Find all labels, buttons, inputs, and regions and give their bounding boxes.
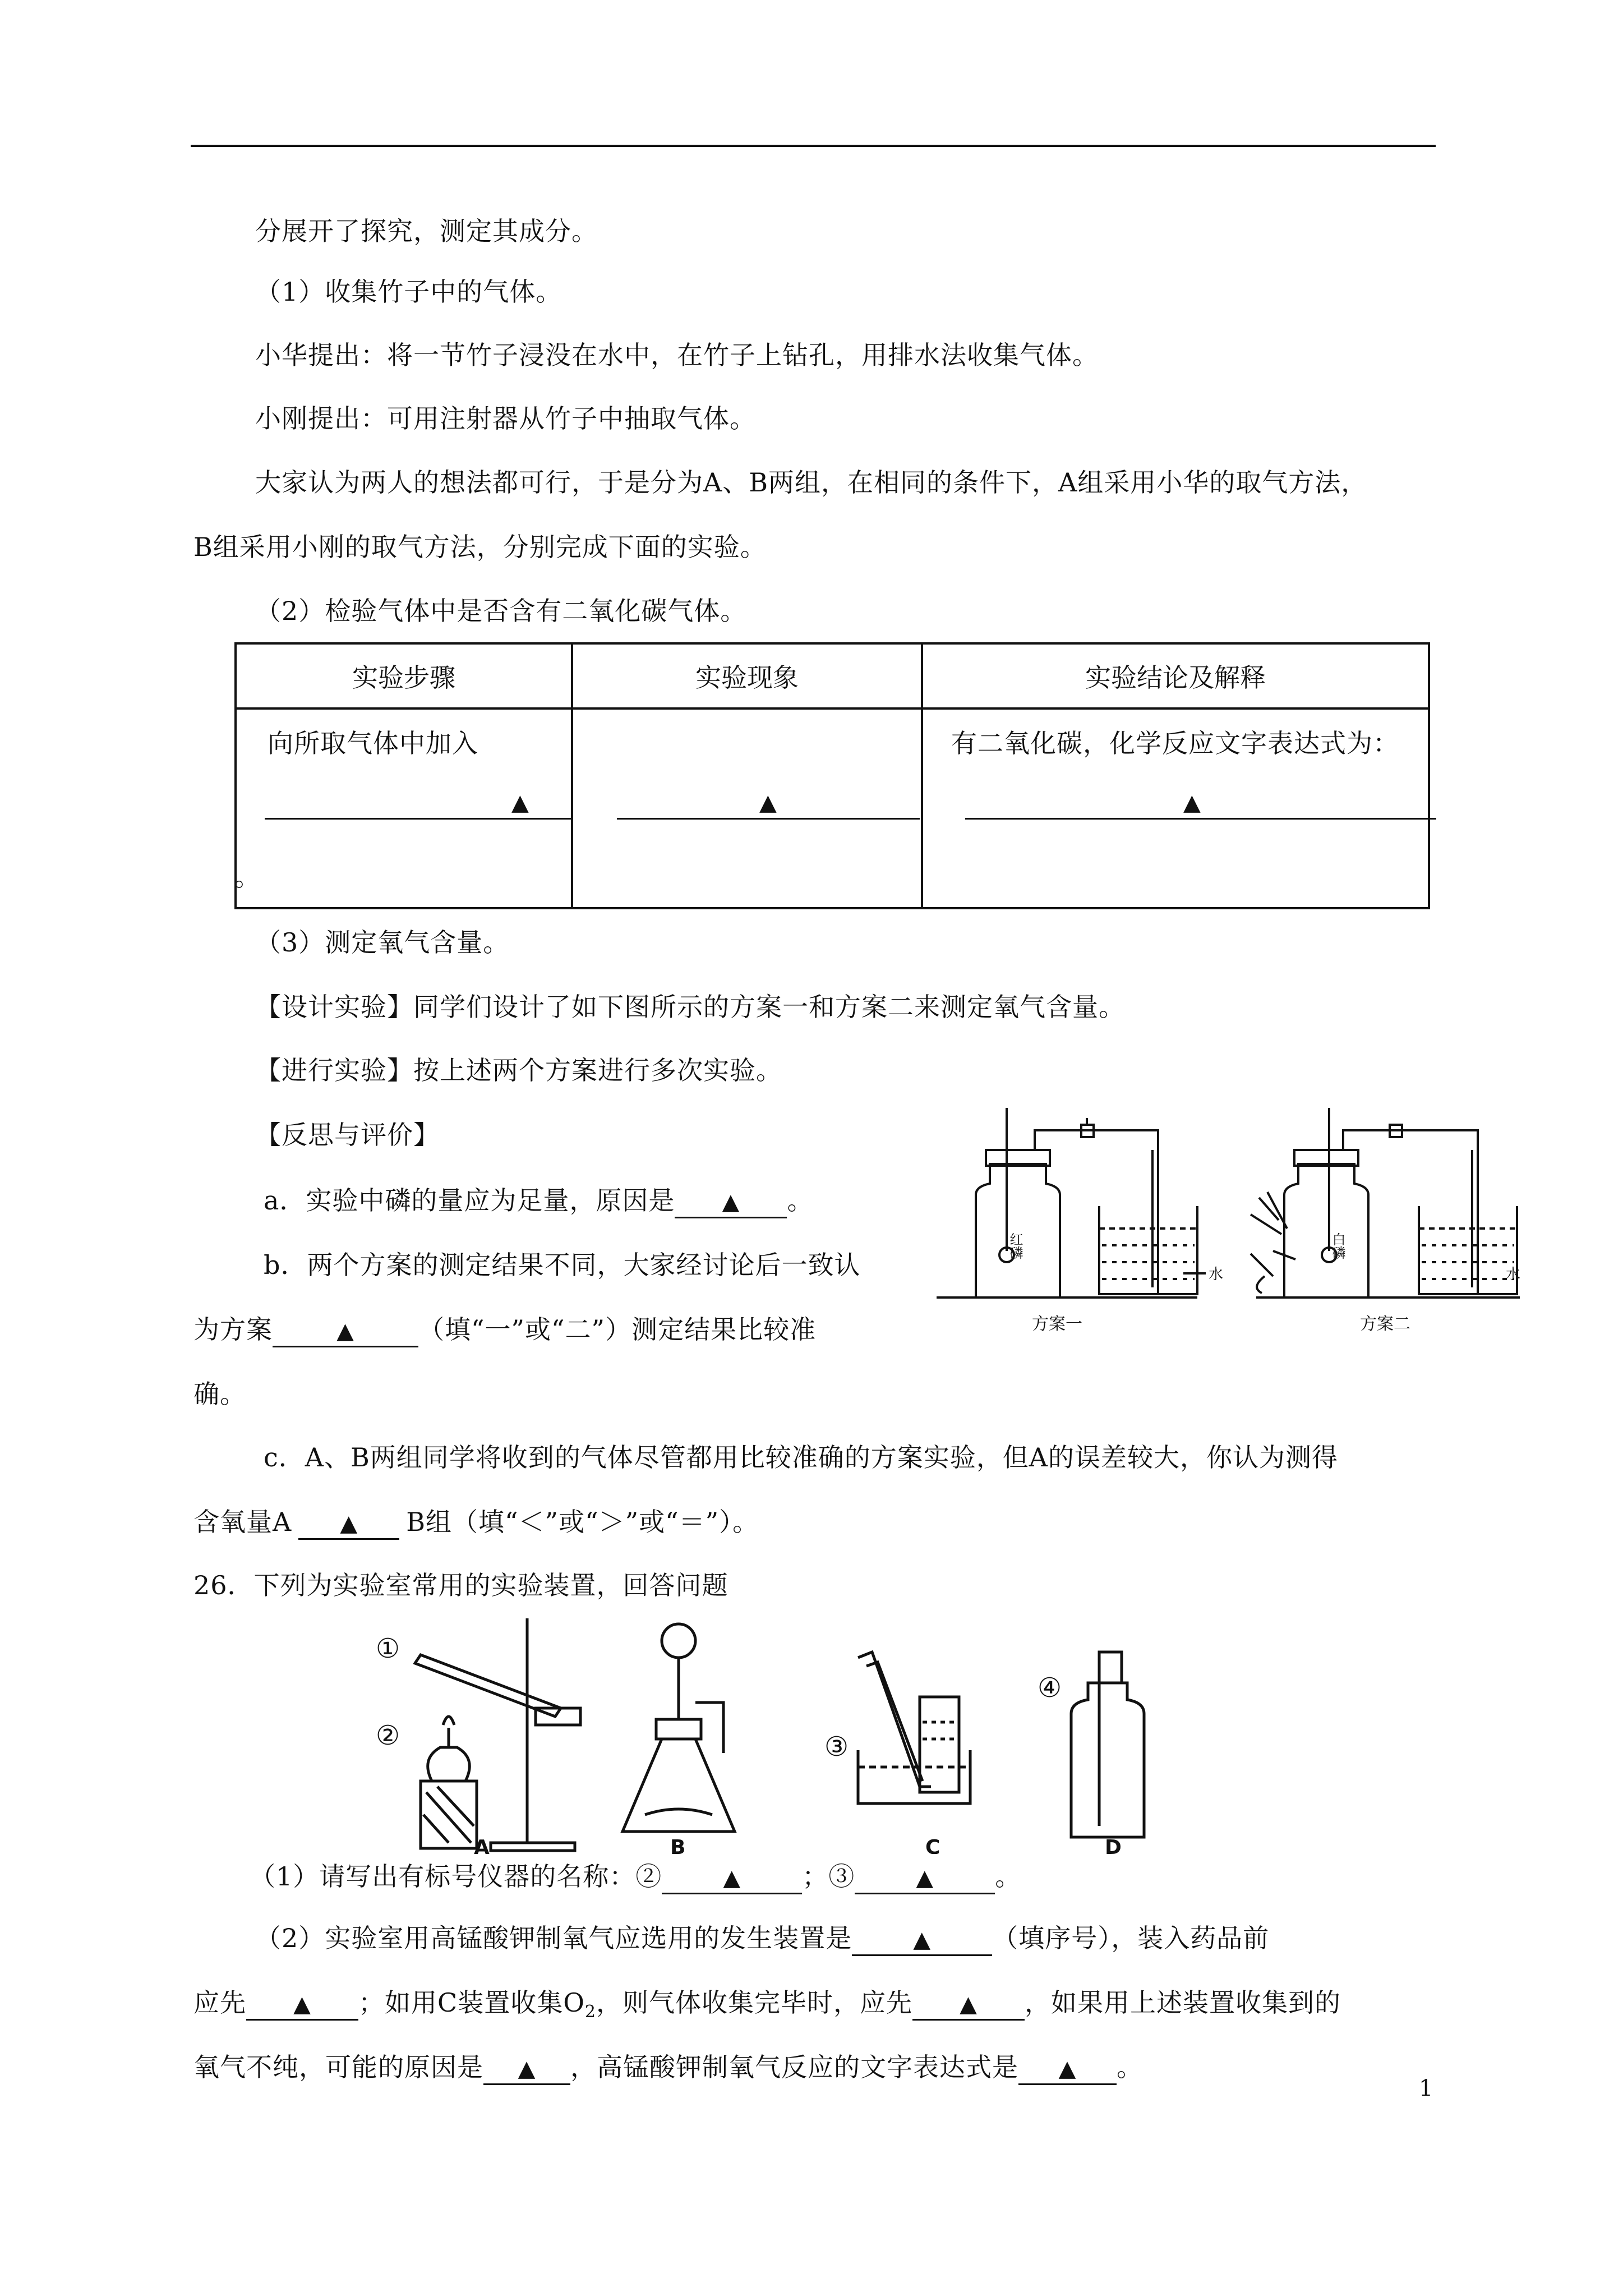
question-26-4-blank-2	[1018, 2053, 1117, 2085]
question-26-3-c: ，则气体收集完毕时，应先	[596, 1987, 913, 2018]
question-b-line-3: 确。	[193, 1379, 246, 1409]
table-cell-conclusion	[922, 708, 1429, 908]
phenomenon-blank-mark: ▲	[759, 790, 777, 816]
step-blank-mark: ▲	[511, 790, 529, 816]
question-26-1-end: 。	[995, 1861, 1022, 1892]
step-text: 向所取气体中加入	[268, 728, 478, 758]
blank-mark: ▲	[960, 1991, 978, 2017]
question-26-1-text: （1）请写出有标号仪器的名称：②	[250, 1861, 662, 1892]
step-end-mark: 。	[234, 862, 261, 892]
text-line-2: （1）收集竹子中的气体。	[255, 277, 562, 307]
question-26-1-blank-3	[855, 1862, 995, 1894]
question-26-2	[255, 1921, 1269, 1956]
question-26-2-text: （2）实验室用高锰酸钾制氧气应选用的发生装置是	[255, 1923, 852, 1953]
table-cell-step	[236, 708, 572, 908]
water-label-one: 水	[1209, 1266, 1224, 1283]
question-b-blank	[273, 1315, 418, 1347]
scheme-one-label: 方案一	[1032, 1314, 1082, 1334]
question-26-title: 26．下列为实验室常用的实验装置，回答问题	[193, 1570, 728, 1600]
text-line-3: 小华提出：将一节竹子浸没在水中，在竹子上钻孔，用排水法收集气体。	[255, 340, 1099, 370]
blank-mark: ▲	[340, 1511, 358, 1536]
text-line-9: 【设计实验】同学们设计了如下图所示的方案一和方案二来测定氧气含量。	[255, 992, 1125, 1022]
text-line-5: 大家认为两人的想法都可行，于是分为A、B两组，在相同的条件下，A组采用小华的取气方法，	[255, 467, 1368, 498]
question-26-4	[193, 2050, 1143, 2085]
conclusion-blank-mark: ▲	[1183, 790, 1201, 816]
header-rule	[191, 145, 1436, 147]
label-2: ②	[376, 1720, 400, 1751]
blank-mark: ▲	[722, 1189, 740, 1215]
question-c-blank	[298, 1507, 399, 1540]
label-1: ①	[376, 1633, 400, 1664]
label-4: ④	[1038, 1672, 1062, 1704]
scheme-one-apparatus	[937, 1108, 1206, 1297]
oxygen-experiment-figure	[937, 1108, 1525, 1343]
question-26-3-a: 应先	[193, 1987, 246, 2018]
apparatus-figure	[365, 1618, 1206, 1854]
question-a-text: a．实验中磷的量应为足量，原因是	[264, 1185, 675, 1216]
blank-mark: ▲	[293, 1991, 311, 2017]
label-d: D	[1105, 1836, 1122, 1854]
blank-mark: ▲	[723, 1865, 741, 1891]
question-26-3	[193, 1986, 1341, 2029]
question-26-4-b: ，高锰酸钾制氧气反应的文字表达式是	[570, 2052, 1018, 2082]
blank-mark: ▲	[1058, 2056, 1077, 2082]
question-26-3-blank-1	[246, 1988, 358, 2021]
question-c-line-2	[193, 1505, 759, 1540]
label-c: C	[925, 1836, 940, 1854]
question-c-line-1: c．A、B两组同学将收到的气体尽管都用比较准确的方案实验，但A的误差较大，你认为测得	[264, 1442, 1339, 1473]
question-26-4-a: 氧气不纯，可能的原因是	[193, 2052, 483, 2082]
table-header-phenomenon: 实验现象	[572, 643, 922, 708]
apparatus-a	[415, 1618, 580, 1851]
question-b-text: 为方案	[193, 1314, 273, 1345]
question-26-3-b: ；如用C装置收集O	[358, 1987, 585, 2018]
question-26-1-sep: ；③	[802, 1861, 855, 1892]
question-a	[264, 1184, 813, 1218]
question-26-1	[250, 1860, 1021, 1894]
step-blank-line	[265, 818, 571, 820]
label-a: A	[474, 1836, 490, 1854]
question-26-4-c: 。	[1117, 2052, 1143, 2082]
blank-mark: ▲	[916, 1865, 934, 1891]
blank-mark: ▲	[336, 1318, 354, 1344]
table-header-conclusion: 实验结论及解释	[922, 643, 1429, 708]
text-line-7: （2）检验气体中是否含有二氧化碳气体。	[255, 596, 747, 626]
question-b-line-1: b．两个方案的测定结果不同，大家经讨论后一致认	[264, 1250, 861, 1280]
text-line-10: 【进行实验】按上述两个方案进行多次实验。	[255, 1055, 782, 1085]
page-number: 1	[1419, 2076, 1433, 2101]
water-label-two: 水	[1506, 1266, 1521, 1283]
phenomenon-blank-line	[617, 818, 920, 820]
question-26-3-sub: 2	[584, 2002, 597, 2022]
apparatus-d	[1071, 1652, 1144, 1837]
question-b-hint: （填“一”或“二”）测定结果比较准	[418, 1314, 817, 1345]
text-line-11: 【反思与评价】	[255, 1120, 440, 1150]
text-line-4: 小刚提出：可用注射器从竹子中抽取气体。	[255, 403, 756, 434]
apparatus-c	[858, 1652, 970, 1803]
experiment-table	[234, 642, 1430, 909]
question-c-hint: B组（填“＜”或“＞”或“＝”）。	[406, 1507, 759, 1537]
question-26-1-blank-2	[662, 1862, 802, 1894]
text-line-8: （3）测定氧气含量。	[255, 927, 510, 958]
scheme-two-apparatus	[1251, 1108, 1520, 1297]
label-3: ③	[824, 1731, 849, 1763]
blank-mark: ▲	[518, 2056, 536, 2082]
question-a-end: 。	[787, 1185, 814, 1216]
red-phosphorus-label: 红磷	[1007, 1232, 1023, 1259]
blank-mark: ▲	[913, 1927, 932, 1953]
question-26-3-d: ，如果用上述装置收集到的	[1025, 1987, 1341, 2018]
conclusion-blank-line	[965, 818, 1436, 820]
question-b-line-2	[193, 1313, 816, 1347]
table-cell-phenomenon	[572, 708, 922, 908]
white-phosphorus-label: 白磷	[1330, 1232, 1345, 1259]
label-b: B	[670, 1836, 686, 1854]
conclusion-text: 有二氧化碳，化学反应文字表达式为：	[951, 728, 1399, 758]
text-line-6: B组采用小刚的取气方法，分别完成下面的实验。	[193, 532, 767, 562]
scheme-two-label: 方案二	[1360, 1314, 1410, 1334]
question-26-3-blank-2	[912, 1988, 1025, 2021]
apparatus-b	[623, 1624, 735, 1832]
question-26-2-hint: （填序号），装入药品前	[992, 1923, 1270, 1953]
question-26-2-blank	[852, 1924, 992, 1956]
question-a-blank	[675, 1186, 787, 1218]
question-c-text: 含氧量A	[193, 1507, 292, 1537]
table-header-step: 实验步骤	[236, 643, 572, 708]
text-line-1: 分展开了探究，测定其成分。	[255, 216, 598, 246]
question-26-4-blank-1	[483, 2053, 570, 2085]
